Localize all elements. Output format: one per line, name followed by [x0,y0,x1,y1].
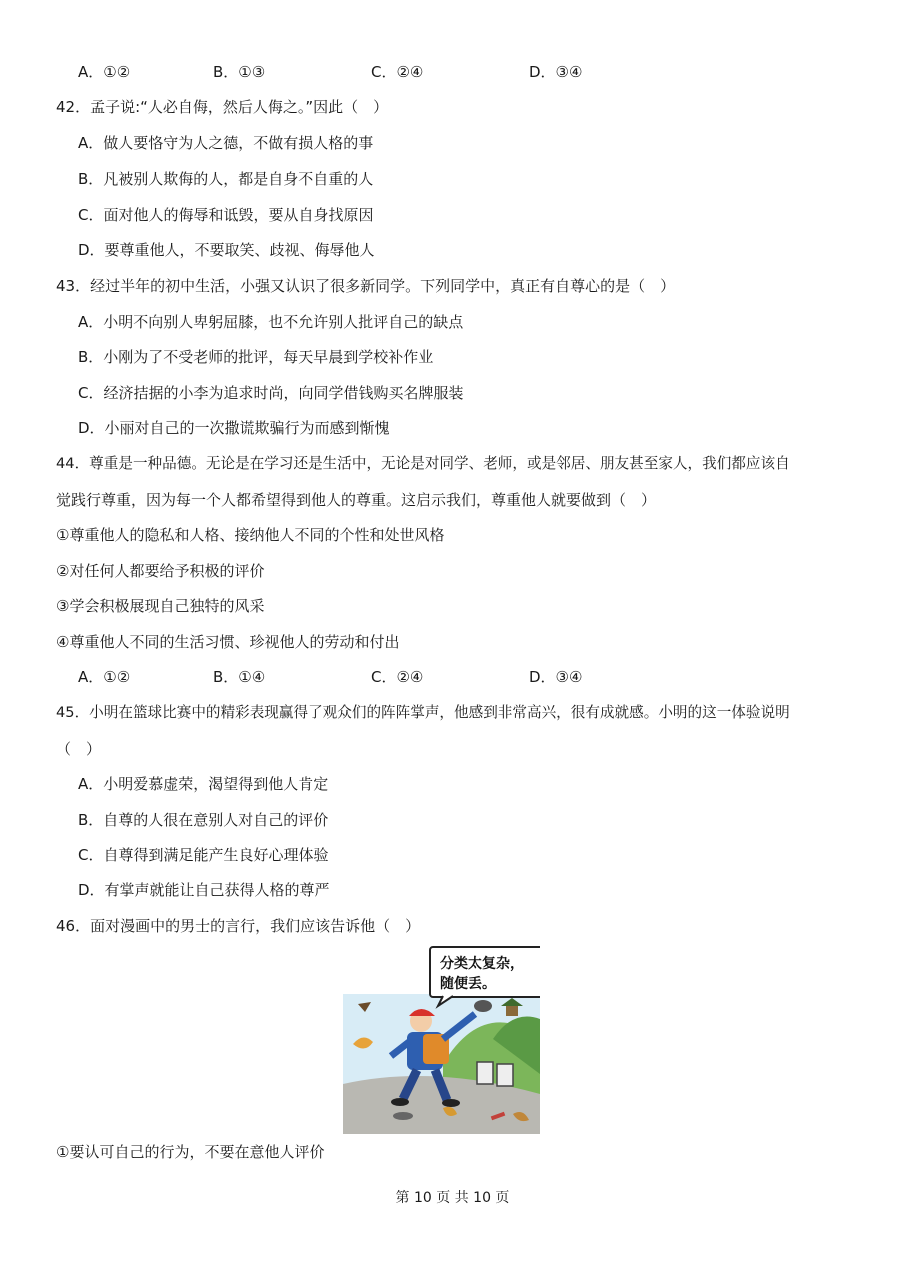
q46-statement-1: ①要认可自己的行为，不要在意他人评价 [56,1143,325,1161]
q41-option-c: C．②④ [371,63,424,81]
q45-option-d: D．有掌声就能让自己获得人格的尊严 [78,881,330,899]
q45-stem-line1: 45．小明在篮球比赛中的精彩表现赢得了观众们的阵阵掌声，他感到非常高兴，很有成就感。小明的这一体验说明 [56,704,790,721]
q43-option-b: B．小刚为了不受老师的批评，每天早晨到学校补作业 [78,348,434,366]
q44-option-d: D．③④ [529,668,583,686]
q44-stem-line1: 44．尊重是一种品德。无论是在学习还是生活中，无论是对同学、老师，或是邻居、朋友甚至家人，我们都应该自 [56,455,790,472]
q44-option-b: B．①④ [213,668,266,686]
q44-statement-3: ③学会积极展现自己独特的风采 [56,597,265,615]
q45-stem-line2: （ ） [56,740,102,758]
q45-option-a: A．小明爱慕虚荣，渴望得到他人肯定 [78,775,329,793]
q45-option-b: B．自尊的人很在意别人对自己的评价 [78,811,329,829]
bubble-line-2: 随便丢。 [440,976,496,992]
q46-stem: 46．面对漫画中的男士的言行，我们应该告诉他（ ） [56,917,421,935]
q44-statement-2: ②对任何人都要给予积极的评价 [56,562,265,580]
q45-option-c: C．自尊得到满足能产生良好心理体验 [78,846,329,864]
q42-stem: 42．孟子说:“人必自侮，然后人侮之。”因此（ ） [56,98,389,116]
q42-option-d: D．要尊重他人，不要取笑、歧视、侮辱他人 [78,241,375,259]
q43-option-c: C．经济拮据的小李为追求时尚，向同学借钱购买名牌服装 [78,384,464,402]
q44-option-c: C．②④ [371,668,424,686]
cartoon-illustration [343,944,540,1134]
page-footer: 第 10 页 共 10 页 [395,1190,510,1206]
q44-statement-1: ①尊重他人的隐私和人格、接纳他人不同的个性和处世风格 [56,526,445,544]
q43-option-d: D．小丽对自己的一次撒谎欺骗行为而感到惭愧 [78,419,390,437]
q41-option-a: A．①② [78,63,131,81]
q41-option-b: B．①③ [213,63,266,81]
q43-stem: 43．经过半年的初中生活，小强又认识了很多新同学。下列同学中，真正有自尊心的是（ ） [56,277,676,295]
q42-option-c: C．面对他人的侮辱和诋毁，要从自身找原因 [78,206,374,224]
bubble-line-1: 分类太复杂， [440,956,524,972]
q41-option-d: D．③④ [529,63,583,81]
q43-option-a: A．小明不向别人卑躬屈膝，也不允许别人批评自己的缺点 [78,313,464,331]
q42-option-a: A．做人要恪守为人之德，不做有损人格的事 [78,134,374,152]
q42-option-b: B．凡被别人欺侮的人，都是自身不自重的人 [78,170,374,188]
q44-option-a: A．①② [78,668,131,686]
q44-stem-line2: 觉践行尊重，因为每一个人都希望得到他人的尊重。这启示我们，尊重他人就要做到（ ） [56,491,657,509]
q44-statement-4: ④尊重他人不同的生活习惯、珍视他人的劳动和付出 [56,633,400,651]
